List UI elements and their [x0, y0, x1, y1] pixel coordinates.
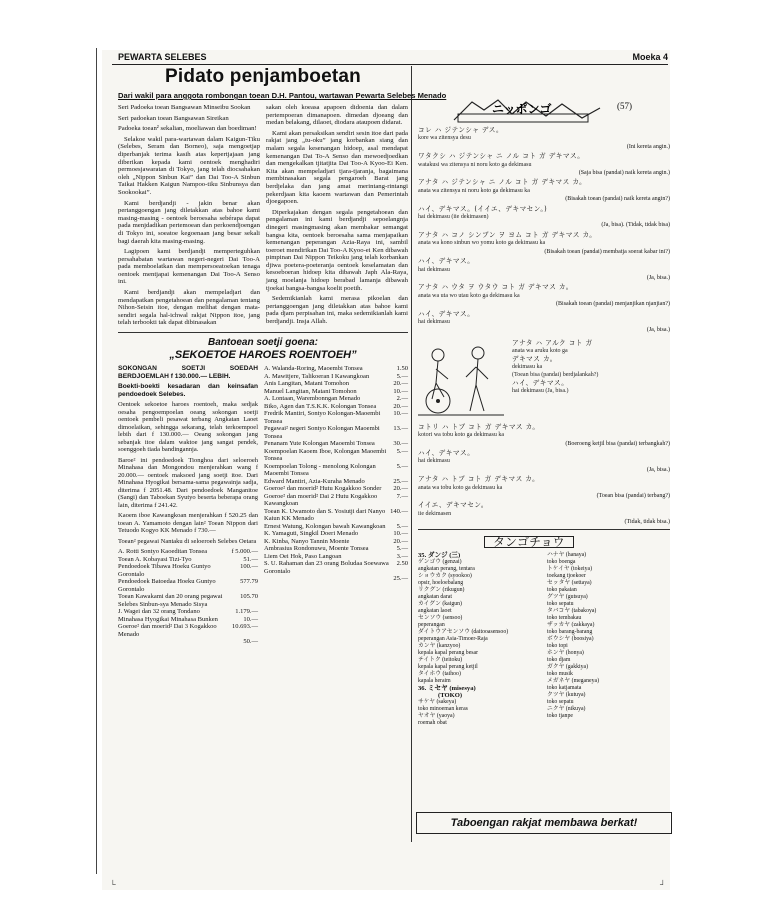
- list-item-label: Ernest Watung, Kolongan bawah Kawangkoan: [264, 522, 386, 530]
- right-column: [418, 96, 670, 727]
- lesson-translation: (Bisakah toean (pandai) menjanjikan njanjian?): [556, 301, 670, 308]
- svg-text:ニッポンゴ: ニッポンゴ: [492, 102, 552, 116]
- list-item: [264, 538, 408, 546]
- vocab-item: toko pakaian: [547, 587, 577, 594]
- list-item-value: 2.—: [396, 395, 408, 403]
- vocab-item: toko katjamata: [547, 685, 582, 692]
- lesson-translation: (Bisakah toean (pandai) naik kereta angin?): [565, 196, 670, 203]
- list-item: [118, 623, 258, 638]
- fund-heading: [118, 337, 408, 361]
- list-item-value: 10.693.—: [232, 623, 258, 631]
- illustration-romaji: (Toean bisa (pandai) berdjalankah?): [512, 371, 599, 378]
- list-item-value: 25.—: [393, 477, 408, 485]
- cyclist-illustration-icon: [418, 339, 504, 419]
- list-item-label: Pegawai² negeri Sontyo Kolongan Maoembi Tonsea: [264, 425, 380, 440]
- vocab-section-35: 35. ダンジ (三): [418, 552, 461, 560]
- vocab-item: グツヤ (gutsuya): [547, 594, 588, 601]
- list-item: [264, 388, 408, 396]
- lesson-translation: (Ja, bisa.): [646, 327, 670, 334]
- list-item-value: 25.—: [393, 575, 408, 583]
- vocab-right: [547, 552, 670, 727]
- list-item-value: 100.—: [240, 563, 258, 571]
- lesson-line: [418, 449, 670, 474]
- list-item: [264, 440, 408, 448]
- list-item-label: Toean Kawakami dan 20 orang pegawai Selebes Sinbun-sya Menado Sisya: [118, 593, 223, 608]
- lesson-line: [418, 231, 670, 256]
- list-item-label: Goeroe² dan moerid² Dai 3 Kogakkoo Menado: [118, 623, 217, 638]
- list-item-value: 105.70: [240, 593, 258, 601]
- article-paragraph: Lagipoen kami berdjandji memperteguhkan persahabatan wartawan negeri-negeri Dai Too-A pada memboelatkan dan mempersoeatoekan tenaga oentoek mentjapai kemenangan Dai Too-A Senso ini.: [118, 248, 260, 286]
- article-body: [118, 104, 408, 330]
- list-item-label: Goeroe² dan moerid² Dai 2 Hutu Kogakkoo Kawangkoan: [264, 492, 378, 508]
- vocab-left-items: [418, 559, 541, 685]
- list-item: [264, 463, 408, 478]
- list-item-label: A. Rotti Sontyo Kaoeditan Tonsea: [118, 548, 208, 556]
- fund-sub: Boekti-boekti kesadaran dan keinsafan pendoedoek Selebes.: [118, 383, 258, 398]
- list-item: [118, 548, 258, 556]
- list-item-label: Anis Langitan, Matani Tomohon: [264, 380, 349, 388]
- vocab-item: ボウシヤ (boosiya): [547, 636, 594, 643]
- list-item-label: Koempoelan Tolong - menolong Kolongan Maoembi Tonsea: [264, 462, 376, 478]
- lesson-japanese: アナタ ハ コノ シンブン ヲ ヨム コト ガ デキマス カ。: [418, 230, 597, 239]
- vocab-item: トケイヤ (tokeiya): [547, 566, 593, 573]
- lesson-translation: (Ini kereta angin.): [626, 143, 670, 150]
- lesson-translation: (Ja, bisa.): [646, 274, 670, 281]
- vocab-item: ハナヤ (hanaya): [547, 552, 587, 559]
- list-item: [264, 380, 408, 388]
- list-item-label: Biko, Agen dan T.S.K.K. Kolongan Tonsea: [264, 402, 377, 410]
- list-item: [118, 608, 258, 616]
- lesson-japanese: ハイ、デキマス。: [418, 448, 475, 457]
- vocab-item: セッタヤ (settaya): [547, 580, 592, 587]
- column-divider: [411, 66, 412, 842]
- list-item-label: A. Lontaan, Warembonngan Menado: [264, 395, 361, 403]
- illustration-romaji: dekimasu ka: [512, 363, 543, 370]
- list-item: [264, 485, 408, 493]
- lesson-line: [418, 501, 670, 526]
- fund-right: [264, 365, 408, 646]
- lesson-line: [418, 310, 670, 335]
- vocab-item: kepala kapal perang besar: [418, 650, 479, 657]
- vocab-section-36-sub: (TOKO): [438, 692, 463, 700]
- lesson-romaji: watakusi wa zitensya ni noru koto ga dekimasu: [418, 161, 532, 168]
- vocab-item: peperangan: [418, 622, 445, 629]
- list-item-value: 2.50: [396, 560, 408, 568]
- list-item-label: Pendoedoek Batoedaa Hoeku Guntyo Gorontalo: [118, 578, 216, 593]
- article-paragraph: Seri Padoeka toean Bangsawan Minseibu Sookan: [118, 104, 251, 111]
- vocab-lists: [418, 552, 670, 727]
- lesson-line: [418, 283, 670, 308]
- lesson-illustration-block: [418, 339, 670, 419]
- list-item-value: 10.—: [393, 410, 408, 418]
- lesson-japanese: ワタクシ ハ ジテンシャ ニ ノル コト ガ デキマス。: [418, 152, 585, 161]
- article-title: Pidato penjamboetan: [165, 66, 361, 87]
- vocab-item: メガネヤ (meganeya): [547, 678, 599, 685]
- article-paragraph: Kami berdjandji - jakin benar akan pertanggoengan jang diletakkan atas bahoe kami masing-masing - oentoek beroesaha sebérapa dapat pada menjdadikan pertemoean dan perkoendjoengan di Tokyo ini, soeatoe kegoenaan jang besar sekali bagi daerah kita masing-masing.: [118, 199, 260, 245]
- vocab-item: ショウカク (syookoo): [418, 573, 472, 580]
- vocab-item: ザッカヤ (zakkaya): [547, 622, 595, 629]
- fund-section: [118, 365, 408, 646]
- lesson-lines: [418, 126, 670, 335]
- list-item: [264, 365, 408, 373]
- lesson-romaji: anata wa kono sinbun wo yomu koto ga dekimasu ka: [418, 240, 546, 247]
- vocab-item: ダイトウアセンソウ (daitooasensoo): [418, 629, 509, 636]
- list-item-label: Toean A. Kobayasi Tizi-Tyo: [118, 555, 192, 563]
- fund-list-intro: Toean² pegawai Nantaku di seloeroeh Selebes Oetara: [118, 537, 257, 545]
- lesson-translation: (Boeroeng ketjil bisa (pandai) terbangkah?): [565, 440, 670, 447]
- lesson-line: [418, 257, 670, 282]
- list-item-value: 7.—: [396, 492, 408, 500]
- page-header: [112, 52, 668, 65]
- vocab-left: [418, 552, 541, 727]
- illustration-japanese: ハイ、デキマス。: [512, 378, 569, 387]
- fund-lead: SOKONGAN SOETJI SOEDAH BERDJOEMLAH f 130.000.— LEBIH.: [118, 365, 258, 380]
- list-item: [264, 493, 408, 508]
- list-item: [118, 563, 258, 578]
- vocab-item: toko minoeman keras: [418, 706, 468, 713]
- paper-name: PEWARTA SELEBES: [118, 52, 207, 62]
- list-item-value: 13.—: [393, 425, 408, 433]
- vocab-item: toko barang-barang: [547, 629, 593, 636]
- list-item-value: 20.—: [393, 537, 408, 545]
- fund-paragraph: Oentoek sekoetoe haroes roentoeh, maka sedjak oesaha pengoempoelan oeang sokongan soetji oentoek pembeli pesawat terbang Angkatan Laoet dimoelaikan, sehingga sekarang, telah terkoempoel lebih dari f 130.000.— Oeang sokongan jang sebanjak itoe dalam waktoe jang sangat pendek, soenggoeh tiada bandingannja.: [118, 401, 258, 454]
- list-item: [264, 530, 408, 538]
- list-item-value: 577.79: [240, 578, 258, 586]
- list-item: [118, 593, 258, 608]
- article-paragraph: Kami berdjandji akan mempeladjari dan mendapatkan pengetahoean dan pengalaman tentang Nihon-Seisin itoe, dengan melihat dengan mata-sendiri segala hal-ichwal rakjat Nippon itoe, jang telah terbookti tak dapat dibinasakan: [118, 289, 260, 327]
- list-item-value: 5.—: [396, 522, 408, 530]
- list-item: [264, 508, 408, 523]
- corner-mark-left: └: [110, 880, 116, 889]
- lesson-line: [418, 152, 670, 177]
- lesson-translation: (Bisakah toean (pandai) membatja soerat kabar ini?): [544, 248, 670, 255]
- illustration-romaji: hai dekimasu (Ja, bisa.): [512, 387, 569, 394]
- vocab-item: toko djam: [547, 657, 571, 664]
- list-item: [264, 395, 408, 403]
- list-item-value: 20.—: [393, 380, 408, 388]
- lesson-number: (57): [617, 101, 632, 111]
- list-item: [264, 373, 408, 381]
- list-item-label: K. Yamaguti, Singkil Doeri Menado: [264, 530, 359, 538]
- lesson-japanese: ハイ、デキマス。: [418, 309, 475, 318]
- vocab-item: ゲンゴウ (genzai): [418, 559, 462, 566]
- lesson-romaji: hai dekimasu: [418, 458, 450, 465]
- lesson-line: [418, 475, 670, 500]
- lesson-romaji: hai dekimasu: [418, 318, 450, 325]
- list-item-value: 20.—: [393, 402, 408, 410]
- vocab-item: タバコヤ (tabakoya): [547, 608, 597, 615]
- vocab-item: toko boenga: [547, 559, 576, 566]
- vocab-item: カイグン (kaigun): [418, 601, 462, 608]
- list-item-value: 10.—: [393, 530, 408, 538]
- lesson-japanese: アナタ ハ ジテンシャ ニ ノル コト ガ デキマス カ。: [418, 178, 587, 187]
- lesson-romaji: kotori wa tobu koto ga dekimasu ka: [418, 432, 504, 439]
- lesson-translation: (Ja, bisa.): [646, 466, 670, 473]
- vocab-item: toekang tjoekoer: [547, 573, 586, 580]
- list-item-value: 140.—: [390, 507, 408, 515]
- list-item-value: 10.—: [243, 615, 258, 623]
- article-paragraph: Diperkajakan dengan segala pengetahoean dan pengalaman ini kami berdjandji sepoelangnja dinegeri masingmasing akan membakar semangat bangsa kita, oentoek beroesaha sama menjapaikan kemenangan peperangan Azia-Raya ini, sambil toeroet mendirikan Dai Too-A Kyoo-ei Ken dibawah pimpinan Dai Nippon Teikoku jang telah korbankan djiwa poetera-poeteranja oentoek keselamatan dan kesoeboeran hidoep kita dibawah Japh Ala-Raya, jang moelanja hidoep berabad lamanja dibawah tjoekai bangsa-bangsa koelit poetih.: [266, 208, 408, 292]
- list-item-label: Edward Mantiri, Azia-Kuraha Menado: [264, 477, 365, 485]
- list-item: [264, 448, 408, 463]
- vocab-item: toko sepatu: [547, 601, 574, 608]
- list-item-value: 3.—: [396, 552, 408, 560]
- vocab-item: angkatan perang, tentara: [418, 566, 475, 573]
- illustration-japanese: デキマス カ。: [512, 354, 557, 363]
- fund-left: [118, 365, 258, 646]
- article-paragraph: Kami akan persaksikan sendiri sesin itoe dari pada rakjat jang „tu-oku” jang korbankan siang dan malam segala kesenangan hidoep, asal mendapat kemenangan Dai To-A Senso dan mewoedjoedkan dan mengekalkan tjitatjita Dai Too-A Kyoo-Ei Ken. Kita akan mempeladjari tjara-tjaranja, bagaimana membinasakan segala pengaroeh Barat jang berdjelaka dan jang amat merintang-rintangi pekerdjaan kita kaoem wartawan dan Pemerintah djoegapoen.: [266, 129, 408, 206]
- lesson-romaji: anata wa uta wo utau koto ga dekimasu ka: [418, 292, 520, 299]
- list-item-label: Fredrik Mantiri, Sontyo Kolongan-Maoembi Tonsea: [264, 410, 381, 425]
- lesson-japanese: ハイ、デキマス。: [418, 257, 475, 266]
- lesson-romaji: iie dekimasen: [418, 510, 452, 517]
- list-item: [264, 478, 408, 486]
- vocab-section-36: 36. ミセヤ (misesya): [418, 685, 476, 693]
- vocab-item: toko musik: [547, 671, 573, 678]
- list-item-value: 5.—: [396, 372, 408, 380]
- lesson-line: [418, 205, 670, 230]
- illustration-romaji: anata wa aruku koto ga: [512, 347, 568, 354]
- lesson-japanese: アナタ ハ トブ コト ガ デキマス カ。: [418, 475, 540, 484]
- list-item-label: Koempoelan Kaoem Iboe, Kolongan Maoembi Tonsea: [264, 447, 387, 463]
- vocab-item: リクグン (rikugun): [418, 587, 465, 594]
- list-item-label: J. Wagei dan 32 orang Tondano: [118, 608, 200, 616]
- vocab-item: kepala kapal perang ketjil: [418, 664, 478, 671]
- vocab-item: センソウ (sensoo): [418, 615, 463, 622]
- list-item-value: 10.—: [393, 387, 408, 395]
- section-rule: [418, 529, 670, 530]
- article-subtitle: Dari wakil para anggota rombongan toean D.H. Pantou, wartawan Pewarta Selebes Menado: [118, 91, 447, 100]
- lesson-translation: (Toean bisa (pandai) terbang?): [596, 493, 670, 499]
- vocab-item: クツヤ (kutuya): [547, 692, 586, 699]
- savings-banner: Taboengan rakjat membawa berkat!: [416, 812, 672, 834]
- article-paragraph: Seri padoekan toean Bangsawan Sireikan: [118, 114, 229, 122]
- list-item: [264, 560, 408, 575]
- list-item-value: 5.—: [396, 545, 408, 553]
- list-item-value: 5.—: [396, 447, 408, 455]
- list-item: [118, 578, 258, 593]
- list-item-label: Toean K. Uwamoto dan S. Yosiutji dari Nanyo Kaiun KK Menado: [264, 507, 386, 523]
- list-item: [118, 556, 258, 564]
- cartoon-icon: [452, 96, 602, 126]
- lesson-lines-2: [418, 423, 670, 527]
- vocab-item: roemah obat: [418, 720, 447, 727]
- article-col-b: [266, 104, 408, 330]
- list-item-value: 1.179.—: [235, 608, 258, 616]
- lesson-romaji: kore wa zitensya desu: [418, 135, 471, 142]
- list-item: [264, 523, 408, 531]
- corner-mark-right: ┘: [660, 880, 666, 889]
- lesson-translation: (Ja, bisa). (Tidak, tidak bisa): [601, 222, 670, 229]
- page-number: Moeka 4: [632, 52, 668, 62]
- list-item-value: 5.—: [396, 462, 408, 470]
- list-item-label: Liem Oei Hok, Paso Langoan: [264, 552, 342, 560]
- fund-heading-line1: Bantoean soetji goena:: [207, 337, 318, 349]
- lesson-translation: (Saja bisa (pandai) naik kereta angin.): [578, 170, 670, 177]
- vocab-item: toko tjanpe: [547, 713, 573, 720]
- vocab-item: toko sepatu: [547, 699, 574, 706]
- list-item-label: Goeroe² dan moerid² Hutu Kogakkoo Sonder: [264, 485, 382, 493]
- lesson-translation: (Tidak, tidak bisa.): [624, 519, 670, 526]
- article-paragraph: Padoeka toean² sekalian, moeliawan dan boediman!: [118, 125, 257, 133]
- lesson-line: [418, 126, 670, 151]
- article-paragraph: Sedemikianlah kami merasa pikoelan dan pertanggoengan jang diletakkan atas bahoe kami pada djam perpisahan ini, maka sedemikianlah kami berdjandji. Insja Allah.: [266, 295, 408, 326]
- lesson-romaji: hai dekimasu (iie dekimasen): [418, 214, 489, 221]
- list-item-value: 30.—: [393, 440, 408, 448]
- vocab-item: タイホウ (taihoo): [418, 671, 461, 678]
- vocab-item: ニクヤ (nikuya): [547, 706, 586, 713]
- illustration-text: [504, 339, 670, 419]
- article-paragraph: sakan oleh koeasa apapoen didoenia dan dalam pertempoeran dimanapoen. dimedan djoeang dan medan belakang, dilaoet, diodara ataupoen didarat.: [266, 104, 408, 127]
- list-item-label: Manuel Langitan, Matani Tomohon: [264, 387, 357, 395]
- list-item: [264, 553, 408, 561]
- fund-left-list: [118, 548, 258, 646]
- vocab-left-items-2: [418, 699, 541, 727]
- fund-paragraph: Kaoem iboe Kawangkoan menjerahkan f 520.25 dan toean A. Yamamoto dengan lain² Toean Nippon dari Tetuodo Kogyo KK Menado f 730.—: [118, 512, 258, 535]
- list-item: [264, 403, 408, 411]
- vocab-item: カンヤ (kanzyoo): [418, 643, 461, 650]
- list-item-value: 1.50: [396, 365, 408, 373]
- list-item-label: A. Mawitjere, Talikoeran I Kawangkoan: [264, 372, 370, 380]
- list-item-label: Pendoedoek Tibawa Hoeku Guntyo Gorontalo: [118, 563, 211, 578]
- vocab-item: toko tembakau: [547, 615, 582, 622]
- vocab-item: peperangan Asia-Timoer-Raja: [418, 636, 488, 643]
- lesson-line: [418, 423, 670, 448]
- lesson-romaji: hai dekimasu: [418, 266, 450, 273]
- lesson-japanese: ハイ、デキマス。(イイエ、デキマセン。): [418, 204, 548, 213]
- vocab-item: angkatan laoet: [418, 608, 452, 615]
- article-paragraph: Selakoe wakil para-wartawan dalam Kaigun-Tiku (Selebes, Seram dan Borneo), saja mengoetjap diperbanjak terima kasih atas kepertjajaan jang diberikan kepada kami oentoek menghadiri permoesjawaratan di Tokyo, jang telah diocsahakan oleh „Nippon Sinbun Kai” dan Dai Too-A Sinbun Taikai Hakken Kaigun Nampoo-tiku Sinbunsya dan Sookookai”.: [118, 135, 260, 196]
- list-item-value: f 5.000.—: [231, 548, 258, 556]
- vocab-item: ホンヤ (honya): [547, 650, 584, 657]
- lesson-japanese: コトリ ハ トブ コト ガ デキマス カ。: [418, 422, 540, 431]
- list-item: [264, 425, 408, 440]
- lesson-romaji: anata wa zitensya ni noru koto ga dekimasu ka: [418, 187, 530, 194]
- lesson-japanese: イイエ、デキマセン。: [418, 501, 489, 510]
- lesson-line: [418, 178, 670, 203]
- list-item: [264, 545, 408, 553]
- list-item-value: 20.—: [393, 485, 408, 493]
- vocab-item: サケヤ (sakeya): [418, 699, 457, 706]
- list-item-label: A. Walanda-Roring, Maoembi Tonsea: [264, 365, 363, 373]
- list-item-label: S. U. Rahaman dan 23 orang Boludaa Soewawa Gorontalo: [264, 560, 389, 575]
- list-item: [118, 638, 258, 646]
- section-rule: [118, 332, 408, 333]
- vocab-item: angkatan darat: [418, 594, 452, 601]
- list-item-label: Penanam Yute Kolongan Maoembi Tonsea: [264, 440, 375, 448]
- fund-right-list: [264, 365, 408, 583]
- lesson-japanese: アナタ ハ ウタ ヲ ウタウ コト ガ デキマス カ。: [418, 283, 573, 292]
- list-item-value: 50.—: [243, 638, 258, 646]
- list-item-label: Minahasa Hyogikai Minahasa Bunken: [118, 615, 218, 623]
- vocab-item: テイトク (teitoku): [418, 657, 463, 664]
- vocab-item: ヤオヤ (yaoya): [418, 713, 455, 720]
- lesson-japanese: コレ ハ ジテンシャ デス。: [418, 126, 504, 134]
- list-item-label: K. Kinba, Nanyo Tannin Moente: [264, 537, 350, 545]
- fund-heading-line2: „SEKOETOE HAROES ROENTOEH”: [169, 349, 357, 362]
- fund-paragraph: Baroe² ini pendoedoek Tionghoa dari seloeroeh Minahasa dan Mongondou menjerahkan wang f 20.000.— oentoek maksoed jang soetji itoe. Dari Minahasa Hyogikai bersama-sama pegawainja sadja, diterima f 2051.48. Dari pendoedoek Manganitoe (Sangi) dan Taboekan Syutyo beserta beberapa orang lain, diterima f 241.42.: [118, 456, 258, 509]
- list-item-label: Ambrasius Rondonuwu, Moente Tonsea: [264, 545, 369, 553]
- lesson-romaji: anata wa tobu koto ga dekimasu ka: [418, 484, 503, 491]
- list-item: [264, 575, 408, 583]
- list-item-value: 51.—: [243, 555, 258, 563]
- vocab-item: toko topi: [547, 643, 568, 650]
- article-col-a: [118, 104, 260, 330]
- list-item: [264, 410, 408, 425]
- list-item: [118, 616, 258, 624]
- lesson-cartoon-header: [452, 96, 632, 126]
- vocab-item: opsir, hoeloebalang: [418, 580, 464, 587]
- vocab-title: タンゴチョウ: [484, 536, 574, 548]
- vocab-right-items: [547, 552, 670, 720]
- illustration-japanese: アナタ ハ アルク コト ガ: [512, 338, 593, 347]
- vocab-item: kapala heraim: [418, 678, 451, 685]
- vocab-item: ガクヤ (gakkiya): [547, 664, 589, 671]
